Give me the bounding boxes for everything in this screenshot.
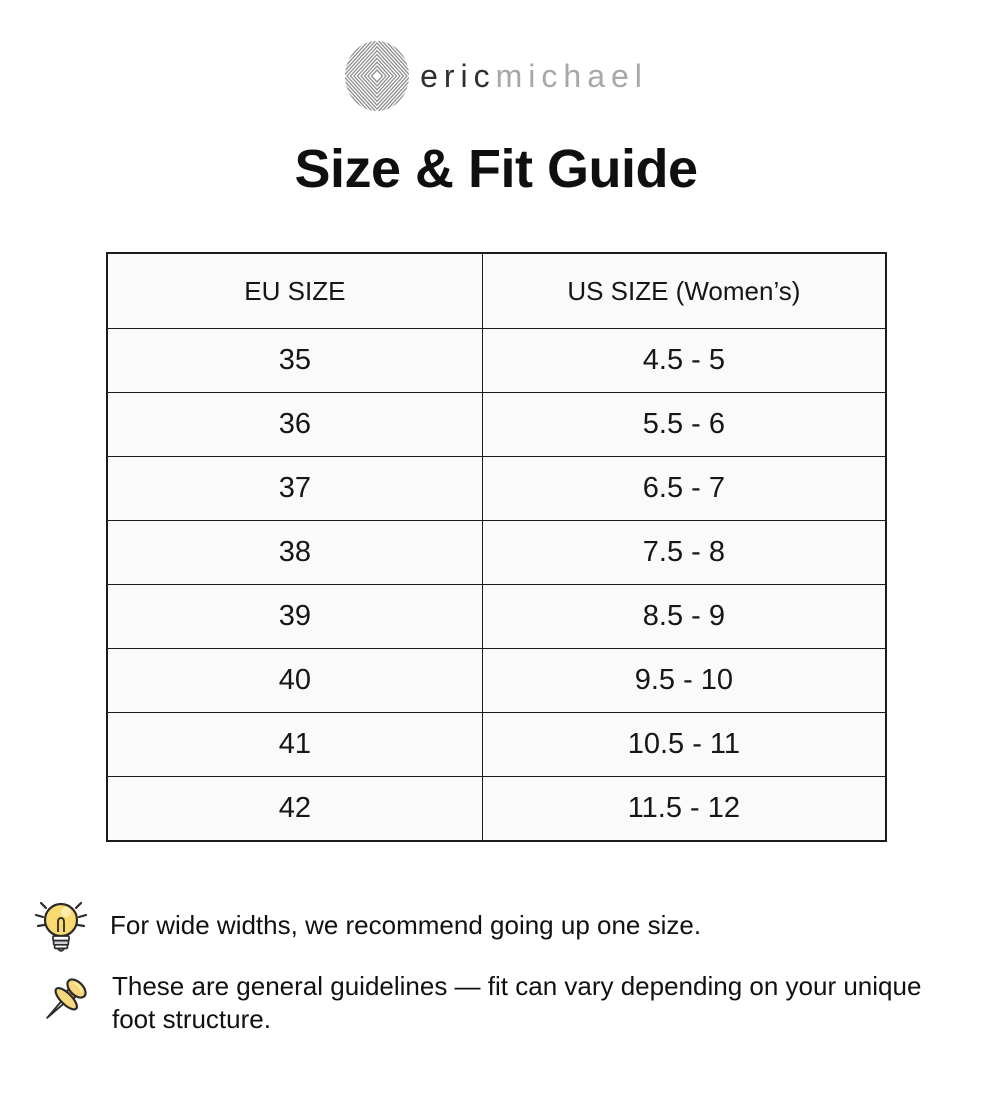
table-row [107,457,886,521]
table-row [107,649,886,713]
lightbulb-icon [34,894,88,956]
note-general-guidelines [34,970,962,1036]
notes-section [34,894,962,1036]
table-row [107,777,886,842]
us-size-cell: 11.5 - 12 [483,777,886,842]
table-row [107,393,886,457]
us-size-cell: 7.5 - 8 [483,521,886,585]
table-row [107,713,886,777]
us-size-cell: 5.5 - 6 [483,393,886,457]
us-size-cell: 9.5 - 10 [483,649,886,713]
note-wide-widths [34,894,962,956]
eu-size-cell: 37 [107,457,483,521]
us-size-cell: 8.5 - 9 [483,585,886,649]
page-title: Size & Fit Guide [294,139,698,199]
table-row [107,585,886,649]
diamond-pattern-icon [344,40,410,112]
us-size-cell: 10.5 - 11 [483,713,886,777]
eu-size-cell: 42 [107,777,483,842]
us-size-header: US SIZE (Women’s) [483,253,886,329]
eu-size-cell: 40 [107,649,483,713]
eu-size-cell: 38 [107,521,483,585]
eu-size-cell: 36 [107,393,483,457]
eu-size-cell: 41 [107,713,483,777]
size-table [106,252,887,842]
brand-name [420,60,648,92]
table-header-row [107,253,886,329]
eu-size-cell: 35 [107,329,483,393]
table-row [107,329,886,393]
brand-name-michael: michael [495,58,648,94]
us-size-cell: 6.5 - 7 [483,457,886,521]
pushpin-icon [34,973,90,1033]
brand-logo [0,0,992,112]
brand-name-eric: eric [420,58,496,94]
eu-size-cell: 39 [107,585,483,649]
us-size-cell: 4.5 - 5 [483,329,886,393]
table-row [107,521,886,585]
note-text: These are general guidelines — fit can vary depending on your unique foot structure. [112,971,922,1034]
eu-size-header: EU SIZE [107,253,483,329]
note-text: For wide widths, we recommend going up one size. [110,909,702,940]
